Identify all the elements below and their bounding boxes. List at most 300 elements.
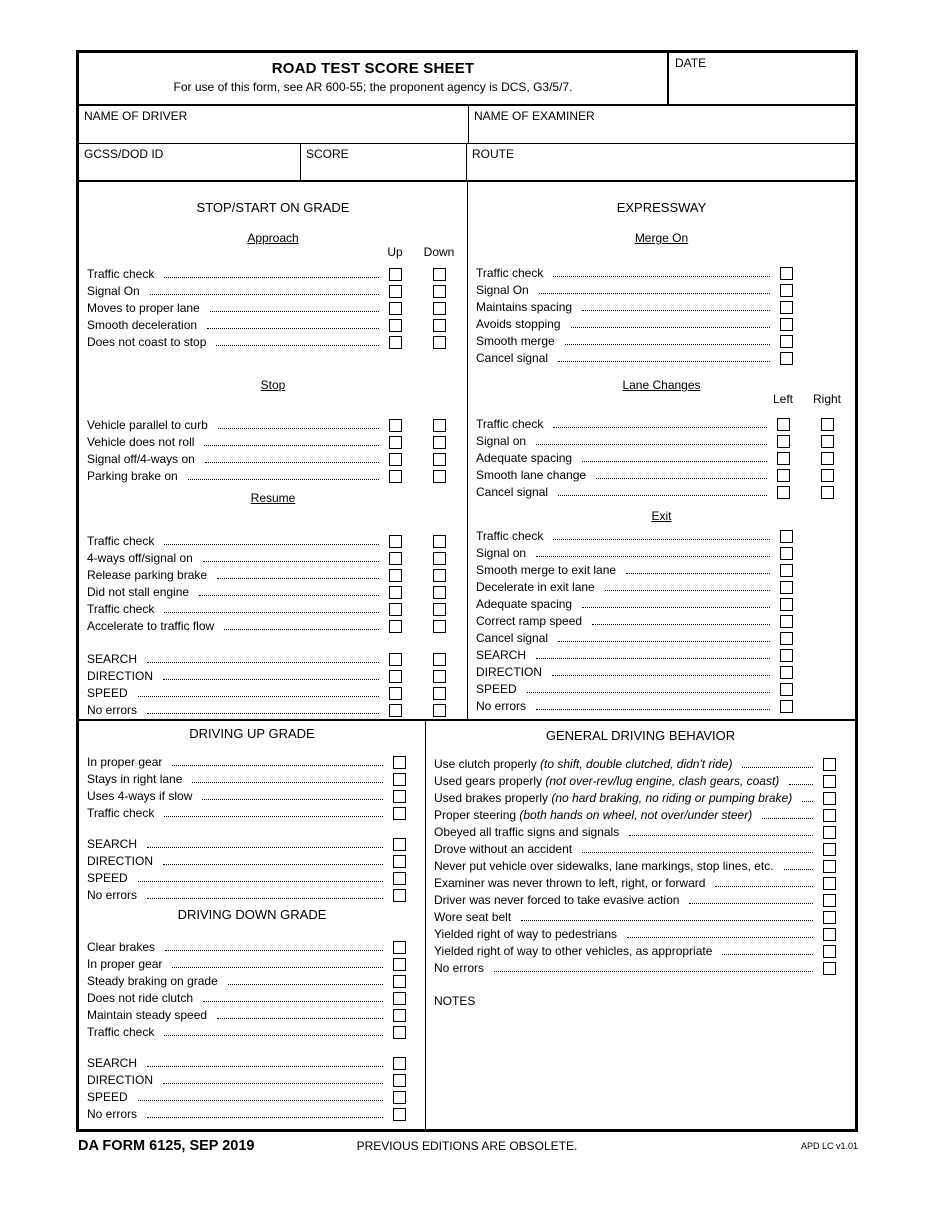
item-label: Examiner was never thrown to left, right, or forward — [434, 876, 706, 890]
checkbox-group — [393, 807, 406, 820]
checkbox[interactable] — [393, 1108, 406, 1121]
checklist-row — [426, 874, 855, 891]
checkbox[interactable] — [823, 860, 836, 873]
notes-label: NOTES — [434, 994, 476, 1008]
checkbox-group — [393, 838, 406, 851]
checklist-row — [468, 646, 855, 663]
section-title: DRIVING UP GRADE — [189, 726, 315, 741]
item-label: SEARCH — [87, 837, 138, 851]
date-label: DATE — [675, 56, 707, 70]
checkbox[interactable] — [780, 598, 793, 611]
apd-version: APD LC v1.01 — [800, 1141, 858, 1151]
checkbox[interactable] — [433, 603, 446, 616]
checkbox[interactable] — [389, 687, 402, 700]
checkbox-group — [389, 653, 446, 666]
dotted-leader — [582, 852, 813, 853]
dotted-leader — [164, 1035, 383, 1036]
name-of-examiner-label: NAME OF EXAMINER — [474, 109, 595, 123]
checkbox[interactable] — [821, 418, 834, 431]
dotted-leader — [147, 713, 379, 714]
notes-field[interactable] — [426, 976, 855, 1008]
checkbox[interactable] — [821, 435, 834, 448]
checkbox[interactable] — [823, 826, 836, 839]
checkbox[interactable] — [389, 419, 402, 432]
checkbox[interactable] — [389, 603, 402, 616]
checklist-row — [79, 989, 425, 1006]
dotted-leader — [626, 573, 770, 574]
item-label: DIRECTION — [87, 854, 153, 868]
checkbox-group — [389, 453, 446, 466]
checklist-row — [468, 349, 855, 366]
checkbox[interactable] — [389, 268, 402, 281]
item-label: Signal on — [476, 546, 527, 560]
checkbox-group — [780, 547, 793, 560]
col-header-up: Up — [387, 245, 403, 259]
dotted-leader — [789, 784, 813, 785]
checklist-row — [468, 578, 855, 595]
checkbox[interactable] — [389, 453, 402, 466]
dotted-leader — [147, 662, 379, 663]
stop-checklist — [79, 416, 467, 484]
checkbox[interactable] — [389, 302, 402, 315]
item-label: Maintain steady speed — [87, 1008, 208, 1022]
dotted-leader — [596, 478, 767, 479]
checkbox[interactable] — [780, 564, 793, 577]
checkbox[interactable] — [393, 941, 406, 954]
checkbox[interactable] — [433, 569, 446, 582]
checkbox[interactable] — [393, 889, 406, 902]
checklist-row — [468, 415, 855, 432]
checkbox[interactable] — [780, 700, 793, 713]
checkbox[interactable] — [823, 809, 836, 822]
item-label: No errors — [87, 1107, 138, 1121]
item-label: Used brakes properly (no hard braking, no riding or pumping brake) — [434, 791, 793, 805]
dotted-leader — [203, 1001, 383, 1002]
dotted-leader — [164, 277, 379, 278]
checkbox-group — [389, 586, 446, 599]
checklist-row — [79, 467, 467, 484]
checkbox[interactable] — [823, 775, 836, 788]
dotted-leader — [558, 495, 767, 496]
checkbox-group — [389, 670, 446, 683]
checkbox-group — [389, 687, 446, 700]
checkbox-group — [823, 945, 836, 958]
item-label: Adequate spacing — [476, 597, 573, 611]
item-label: Traffic check — [476, 529, 544, 543]
dotted-leader — [138, 1100, 383, 1101]
checkbox[interactable] — [433, 436, 446, 449]
checklist-row — [468, 629, 855, 646]
updown-column-headers — [79, 245, 467, 259]
checkbox[interactable] — [780, 284, 793, 297]
checkbox[interactable] — [821, 452, 834, 465]
item-label: Never put vehicle over sidewalks, lane markings, stop lines, etc. — [434, 859, 774, 873]
checkbox[interactable] — [433, 285, 446, 298]
checkbox-group — [823, 775, 836, 788]
dotted-leader — [172, 967, 383, 968]
driving-up-summary-checklist — [79, 835, 425, 903]
name-of-driver-field[interactable] — [79, 106, 469, 143]
dotted-leader — [605, 590, 770, 591]
checkbox[interactable] — [433, 453, 446, 466]
item-label: Wore seat belt — [434, 910, 512, 924]
item-label: Steady braking on grade — [87, 974, 218, 988]
item-label: Cancel signal — [476, 485, 549, 499]
route-field[interactable] — [467, 144, 855, 180]
item-label: In proper gear — [87, 957, 163, 971]
section-general-driving-behavior — [426, 721, 855, 1129]
checklist-row — [79, 650, 467, 667]
top-sections — [79, 182, 855, 721]
dotted-leader — [582, 607, 770, 608]
dotted-leader — [742, 767, 813, 768]
checkbox-group — [393, 1108, 406, 1121]
date-field[interactable] — [669, 53, 855, 104]
item-label: Does not coast to stop — [87, 335, 207, 349]
checkbox[interactable] — [780, 318, 793, 331]
checkbox-group — [780, 581, 793, 594]
dotted-leader — [582, 461, 767, 462]
checkbox-group — [780, 700, 793, 713]
checkbox[interactable] — [393, 1026, 406, 1039]
checkbox[interactable] — [393, 992, 406, 1005]
item-label: Stays in right lane — [87, 772, 183, 786]
checkbox-group — [389, 268, 446, 281]
item-label: Traffic check — [87, 1025, 155, 1039]
checkbox-group — [393, 1057, 406, 1070]
checklist-row — [468, 595, 855, 612]
dotted-leader — [199, 595, 379, 596]
dotted-leader — [536, 709, 770, 710]
checkbox-group — [389, 569, 446, 582]
checkbox[interactable] — [389, 436, 402, 449]
checkbox-group — [780, 649, 793, 662]
checkbox-group — [393, 872, 406, 885]
item-label: DIRECTION — [87, 1073, 153, 1087]
checkbox-group — [777, 418, 834, 431]
checkbox[interactable] — [389, 535, 402, 548]
checklist-row — [468, 544, 855, 561]
checkbox[interactable] — [433, 653, 446, 666]
checklist-row — [79, 583, 467, 600]
checklist-row — [468, 561, 855, 578]
checkbox[interactable] — [393, 975, 406, 988]
checkbox-group — [823, 843, 836, 856]
checklist-row — [426, 857, 855, 874]
dotted-leader — [217, 1018, 383, 1019]
dotted-leader — [150, 294, 379, 295]
checkbox[interactable] — [780, 649, 793, 662]
checkbox[interactable] — [433, 419, 446, 432]
checkbox-group — [780, 683, 793, 696]
dotted-leader — [164, 816, 383, 817]
checkbox[interactable] — [433, 620, 446, 633]
checkbox[interactable] — [433, 268, 446, 281]
checklist-row — [79, 333, 467, 350]
checkbox[interactable] — [823, 758, 836, 771]
dotted-leader — [192, 782, 383, 783]
checkbox-group — [780, 615, 793, 628]
checkbox-group — [389, 436, 446, 449]
checkbox[interactable] — [780, 547, 793, 560]
checkbox[interactable] — [393, 1057, 406, 1070]
checkbox-group — [780, 318, 793, 331]
checkbox[interactable] — [433, 704, 446, 717]
checkbox[interactable] — [393, 855, 406, 868]
checkbox[interactable] — [823, 894, 836, 907]
dotted-leader — [228, 984, 383, 985]
score-field[interactable] — [301, 144, 467, 180]
checkbox-group — [389, 704, 446, 717]
col-header-down: Down — [423, 245, 455, 259]
dotted-leader — [715, 886, 813, 887]
item-label: Traffic check — [476, 266, 544, 280]
item-label: No errors — [434, 961, 485, 975]
checkbox-group — [393, 1074, 406, 1087]
name-of-driver-label: NAME OF DRIVER — [84, 109, 188, 123]
checkbox-group — [780, 530, 793, 543]
checkbox-group — [780, 335, 793, 348]
checkbox[interactable] — [780, 666, 793, 679]
checklist-row — [426, 806, 855, 823]
item-label: Release parking brake — [87, 568, 208, 582]
checkbox[interactable] — [389, 319, 402, 332]
checkbox-group — [823, 928, 836, 941]
checkbox-group — [780, 284, 793, 297]
checkbox[interactable] — [821, 469, 834, 482]
checkbox[interactable] — [780, 267, 793, 280]
checkbox[interactable] — [433, 586, 446, 599]
dotted-leader — [762, 818, 813, 819]
checkbox[interactable] — [821, 486, 834, 499]
subsection-title-approach: Approach — [247, 231, 299, 245]
checklist-row — [79, 886, 425, 903]
item-label: DIRECTION — [87, 669, 153, 683]
checkbox[interactable] — [433, 319, 446, 332]
checkbox[interactable] — [433, 470, 446, 483]
checkbox[interactable] — [389, 620, 402, 633]
dotted-leader — [527, 692, 770, 693]
item-label: Vehicle parallel to curb — [87, 418, 208, 432]
checkbox[interactable] — [393, 958, 406, 971]
checkbox-group — [823, 962, 836, 975]
dotted-leader — [536, 444, 767, 445]
item-label: Correct ramp speed — [476, 614, 583, 628]
item-label: Signal off/4-ways on — [87, 452, 195, 466]
checkbox[interactable] — [823, 962, 836, 975]
dotted-leader — [552, 675, 770, 676]
item-label: SPEED — [476, 682, 517, 696]
checklist-row — [79, 1054, 425, 1071]
checkbox[interactable] — [389, 336, 402, 349]
checkbox-group — [389, 603, 446, 616]
checkbox[interactable] — [433, 535, 446, 548]
checklist-row — [426, 891, 855, 908]
dotted-leader — [571, 327, 770, 328]
item-label: Smooth merge to exit lane — [476, 563, 617, 577]
dotted-leader — [165, 950, 383, 951]
gcss-dod-id-field[interactable] — [79, 144, 301, 180]
resume-checklist — [79, 532, 467, 634]
item-label: Yielded right of way to pedestrians — [434, 927, 617, 941]
dotted-leader — [204, 445, 379, 446]
item-label: SPEED — [87, 686, 128, 700]
checkbox[interactable] — [389, 285, 402, 298]
checkbox[interactable] — [389, 470, 402, 483]
name-of-examiner-field[interactable] — [469, 106, 855, 143]
checkbox[interactable] — [393, 1091, 406, 1104]
checklist-row — [426, 840, 855, 857]
dotted-leader — [163, 1083, 383, 1084]
checkbox[interactable] — [389, 670, 402, 683]
merge-on-checklist — [468, 264, 855, 366]
checkbox[interactable] — [389, 552, 402, 565]
dotted-leader — [147, 847, 383, 848]
checkbox[interactable] — [393, 807, 406, 820]
checklist-row — [79, 972, 425, 989]
checkbox[interactable] — [780, 335, 793, 348]
dotted-leader — [521, 920, 813, 921]
checklist-row — [426, 823, 855, 840]
checkbox[interactable] — [780, 615, 793, 628]
item-label: Cancel signal — [476, 631, 549, 645]
checklist-row — [79, 617, 467, 634]
checklist-row — [79, 1088, 425, 1105]
checkbox[interactable] — [780, 530, 793, 543]
checkbox[interactable] — [777, 469, 790, 482]
checkbox[interactable] — [393, 790, 406, 803]
item-label: Used gears properly (not over-rev/lug engine, clash gears, coast) — [434, 774, 780, 788]
checkbox[interactable] — [823, 911, 836, 924]
checkbox[interactable] — [823, 792, 836, 805]
checklist-row — [79, 1071, 425, 1088]
checkbox[interactable] — [389, 586, 402, 599]
item-label: Signal On — [476, 283, 529, 297]
checklist-row — [79, 433, 467, 450]
checkbox[interactable] — [393, 1009, 406, 1022]
checkbox[interactable] — [780, 632, 793, 645]
checkbox[interactable] — [389, 653, 402, 666]
checkbox[interactable] — [433, 302, 446, 315]
item-label: Signal On — [87, 284, 140, 298]
dotted-leader — [163, 679, 379, 680]
checkbox-group — [389, 285, 446, 298]
subsection-title-lane-changes: Lane Changes — [622, 378, 701, 392]
checklist-row — [79, 265, 467, 282]
checklist-row — [79, 869, 425, 886]
checkbox[interactable] — [393, 1074, 406, 1087]
checkbox[interactable] — [393, 773, 406, 786]
checkbox[interactable] — [389, 704, 402, 717]
checkbox[interactable] — [433, 670, 446, 683]
checkbox[interactable] — [393, 756, 406, 769]
item-label: Does not ride clutch — [87, 991, 194, 1005]
item-label: Parking brake on — [87, 469, 178, 483]
checklist-row — [468, 663, 855, 680]
dotted-leader — [224, 629, 379, 630]
item-label: Traffic check — [87, 267, 155, 281]
checkbox[interactable] — [823, 945, 836, 958]
subsection-title-merge-on: Merge On — [634, 231, 689, 245]
form-footer — [76, 1138, 858, 1158]
item-label: Moves to proper lane — [87, 301, 200, 315]
item-label: Smooth merge — [476, 334, 555, 348]
item-label: Driver was never forced to take evasive action — [434, 893, 680, 907]
checkbox[interactable] — [780, 352, 793, 365]
checkbox[interactable] — [777, 418, 790, 431]
checkbox[interactable] — [393, 838, 406, 851]
checkbox[interactable] — [823, 843, 836, 856]
checklist-row — [79, 316, 467, 333]
item-label: Use clutch properly (to shift, double clutched, didn't ride) — [434, 757, 733, 771]
checklist-row — [79, 600, 467, 617]
checkbox-group — [389, 302, 446, 315]
checkbox[interactable] — [823, 928, 836, 941]
checkbox-group — [823, 911, 836, 924]
item-label: Decelerate in exit lane — [476, 580, 595, 594]
checklist-row — [79, 1105, 425, 1122]
gcss-dod-id-label: GCSS/DOD ID — [84, 147, 164, 161]
checkbox[interactable] — [393, 872, 406, 885]
checkbox[interactable] — [433, 336, 446, 349]
dotted-leader — [138, 696, 379, 697]
approach-checklist — [79, 265, 467, 350]
checkbox-group — [780, 301, 793, 314]
checkbox[interactable] — [780, 581, 793, 594]
item-label: Accelerate to traffic flow — [87, 619, 215, 633]
checkbox[interactable] — [777, 486, 790, 499]
checklist-row — [79, 1006, 425, 1023]
checklist-row — [79, 770, 425, 787]
form-subtitle: For use of this form, see AR 600-55; the proponent agency is DCS, G3/5/7. — [173, 80, 573, 94]
checkbox[interactable] — [389, 569, 402, 582]
item-label: Adequate spacing — [476, 451, 573, 465]
checkbox[interactable] — [777, 435, 790, 448]
checkbox[interactable] — [823, 877, 836, 890]
checkbox-group — [393, 756, 406, 769]
section-driving-grades — [79, 721, 426, 1129]
checkbox[interactable] — [433, 687, 446, 700]
dotted-leader — [205, 462, 379, 463]
checkbox[interactable] — [433, 552, 446, 565]
checkbox[interactable] — [780, 301, 793, 314]
item-label: SEARCH — [87, 1056, 138, 1070]
item-label: Proper steering (both hands on wheel, not over/under steer) — [434, 808, 753, 822]
checklist-row — [426, 908, 855, 925]
dotted-leader — [210, 311, 379, 312]
checklist-row — [468, 298, 855, 315]
checkbox-group — [780, 352, 793, 365]
checklist-row — [468, 680, 855, 697]
item-label: Vehicle does not roll — [87, 435, 195, 449]
dotted-leader — [147, 1066, 383, 1067]
road-test-form — [76, 50, 858, 1132]
dotted-leader — [553, 539, 770, 540]
leftright-column-headers — [468, 392, 855, 406]
checklist-row — [468, 527, 855, 544]
driving-down-summary-checklist — [79, 1054, 425, 1122]
dotted-leader — [203, 561, 379, 562]
item-label: No errors — [87, 703, 138, 717]
col-header-left: Left — [772, 392, 793, 406]
checkbox[interactable] — [780, 683, 793, 696]
checkbox[interactable] — [777, 452, 790, 465]
checkbox-group — [823, 809, 836, 822]
checklist-row — [468, 432, 855, 449]
checklist-row — [79, 787, 425, 804]
checklist-row — [79, 955, 425, 972]
id-score-route-row — [79, 144, 855, 182]
